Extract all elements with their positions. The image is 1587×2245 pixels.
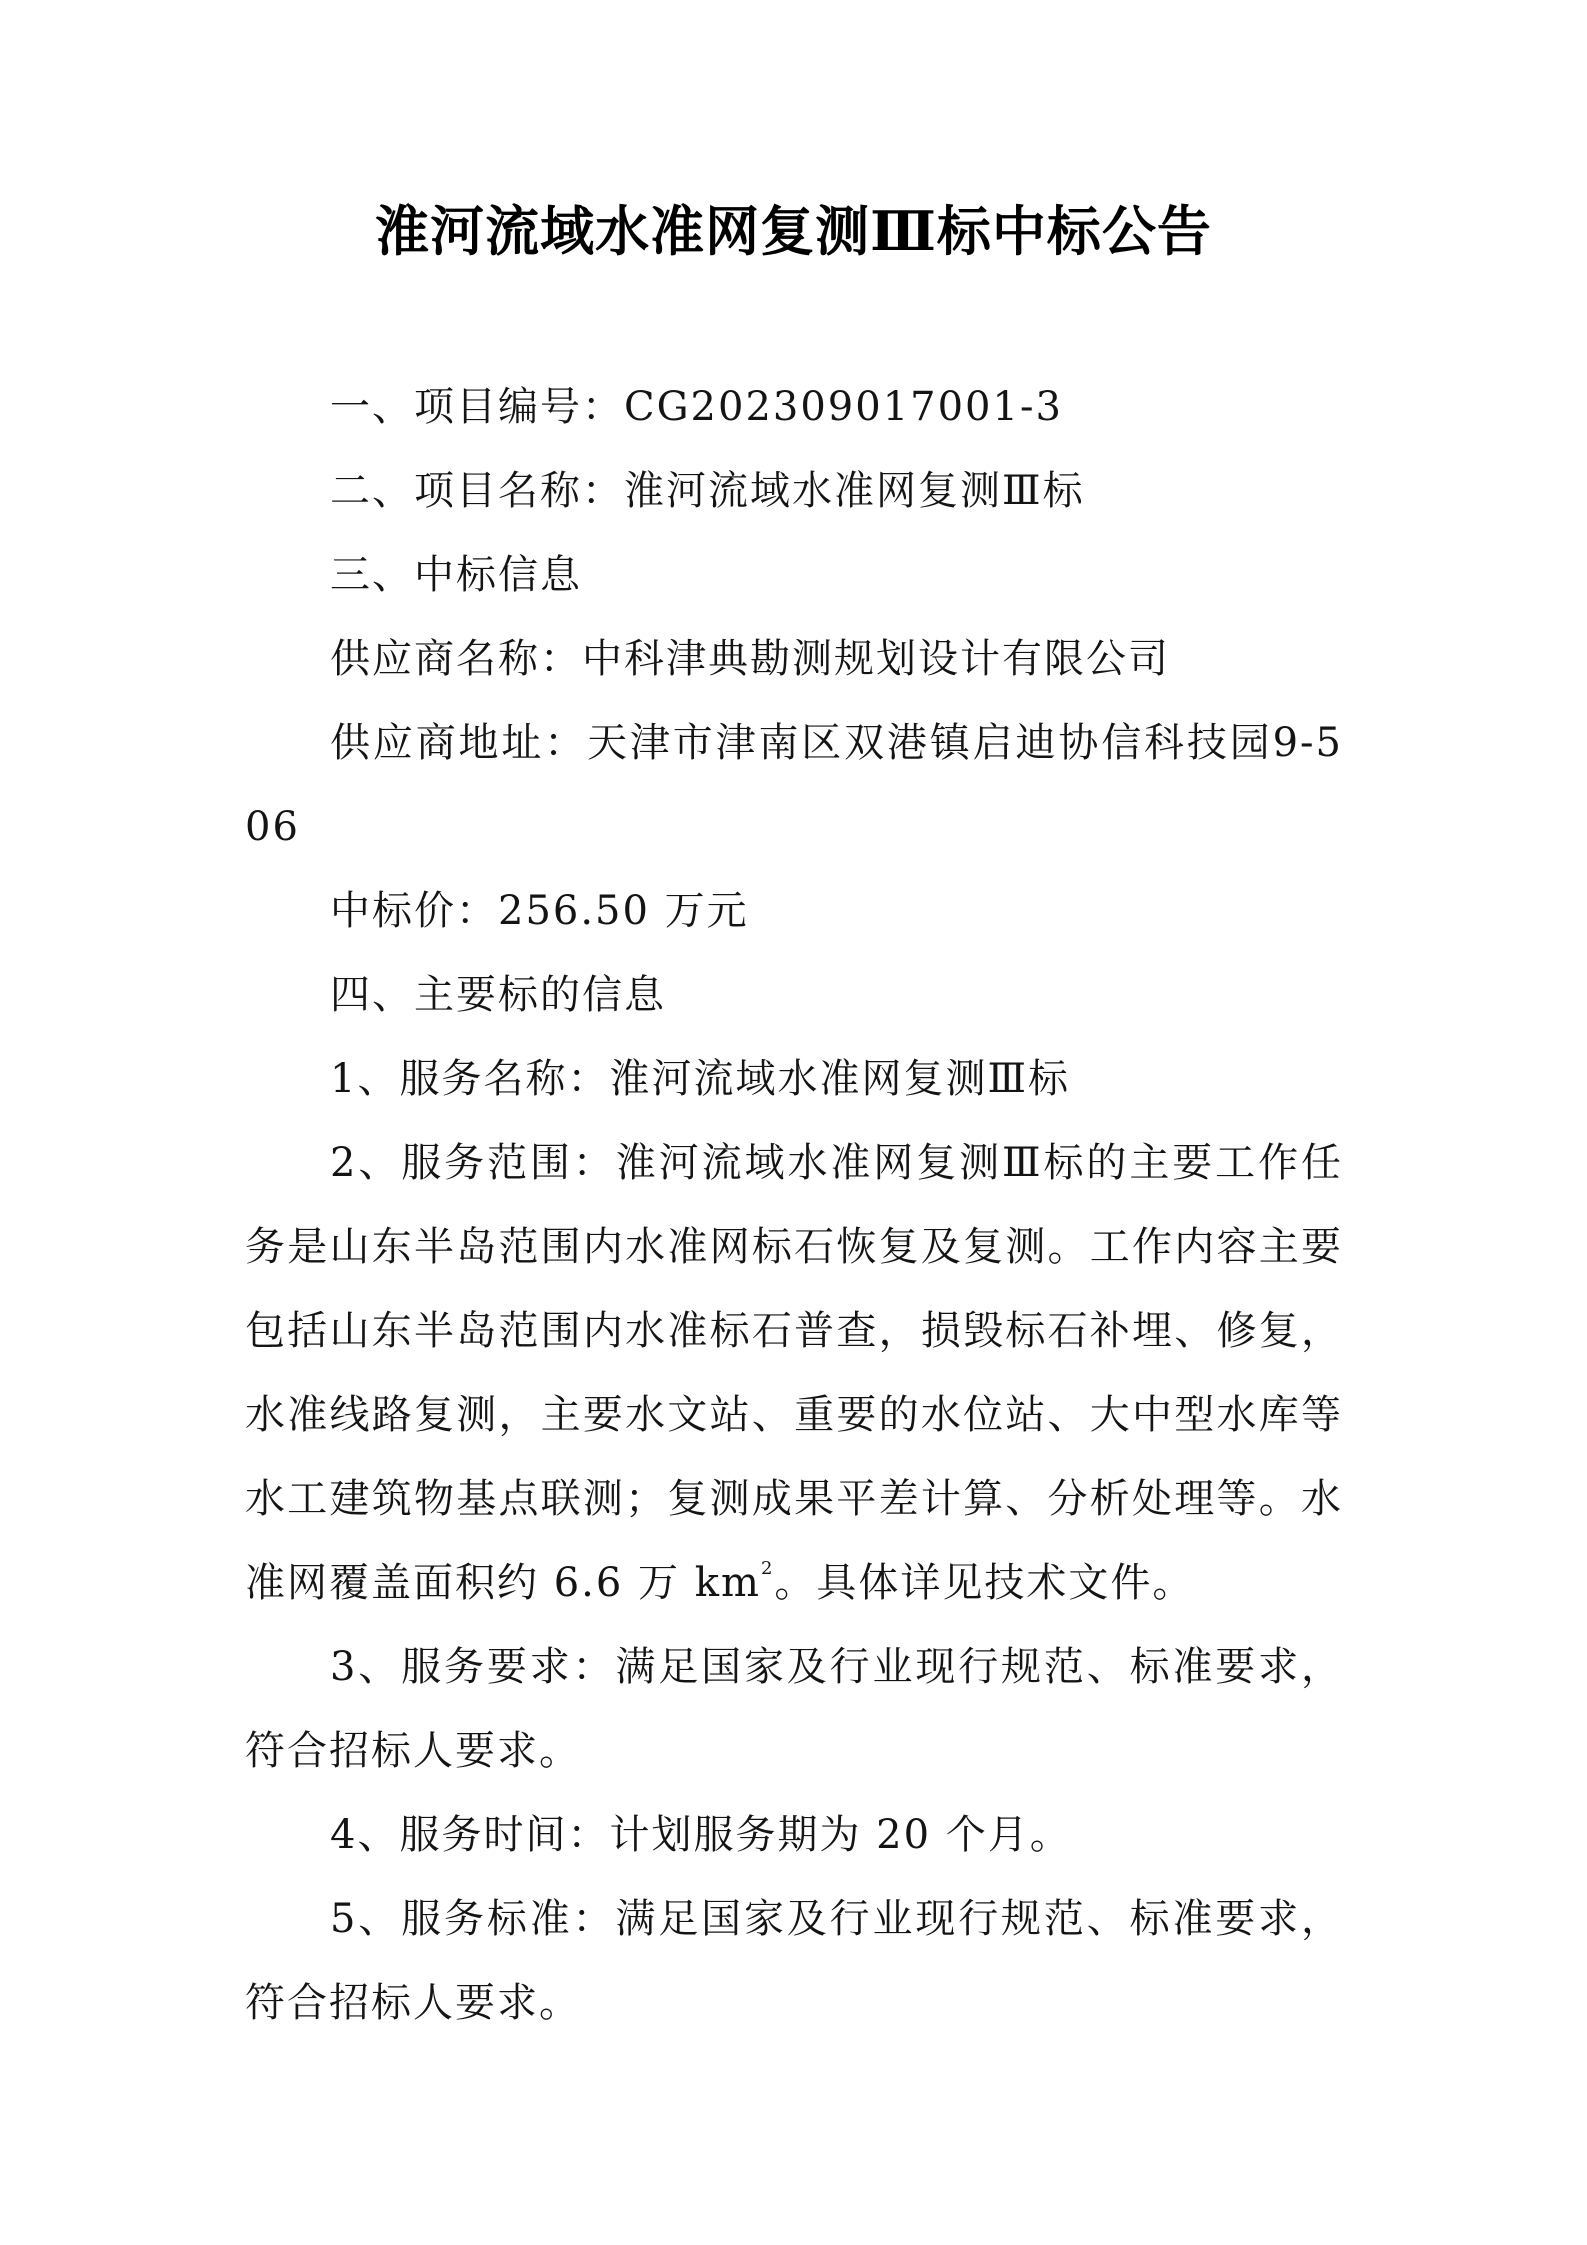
supplier-address: 供应商地址：天津市津南区双港镇启迪协信科技园9-506 bbox=[245, 720, 1343, 850]
service-scope bbox=[245, 1121, 1343, 1625]
project-name: 二、项目名称：淮河流域水准网复测Ⅲ标 bbox=[330, 468, 1085, 514]
service-standard: 5、服务标准：满足国家及行业现行规范、标准要求，符合招标人要求。 bbox=[245, 1896, 1343, 2026]
service-scope-text: 2、服务范围：淮河流域水准网复测Ⅲ标的主要工作任务是山东半岛范围内水准网标石恢复及复测。工作内容主要包括山东半岛范围内水准标石普查，损毁标石补埋、修复，水准线路复测，主要水文站、重要的水位站、大中型水库等水工建筑物基点联测；复测成果平差计算、分析处理等。水准网覆盖面积约 6.6 万 km bbox=[245, 1140, 1343, 1606]
service-scope-tail: 。具体详见技术文件。 bbox=[774, 1560, 1195, 1606]
service-name: 1、服务名称：淮河流域水准网复测Ⅲ标 bbox=[330, 1056, 1071, 1102]
supplier-name: 供应商名称：中科津典勘测规划设计有限公司 bbox=[330, 636, 1170, 682]
award-price: 中标价：256.50 万元 bbox=[330, 888, 749, 934]
service-requirements: 3、服务要求：满足国家及行业现行规范、标准要求，符合招标人要求。 bbox=[245, 1644, 1343, 1774]
subject-info-heading: 四、主要标的信息 bbox=[330, 972, 666, 1018]
project-number: 一、项目编号：CG202309017001-3 bbox=[330, 384, 1063, 430]
award-info-heading: 三、中标信息 bbox=[330, 552, 582, 598]
service-time: 4、服务时间：计划服务期为 20 个月。 bbox=[330, 1812, 1072, 1858]
document-body bbox=[245, 365, 1343, 2045]
area-unit-superscript: 2 bbox=[760, 1558, 775, 1579]
document-title: 淮河流域水准网复测Ⅲ标中标公告 bbox=[375, 199, 1212, 263]
